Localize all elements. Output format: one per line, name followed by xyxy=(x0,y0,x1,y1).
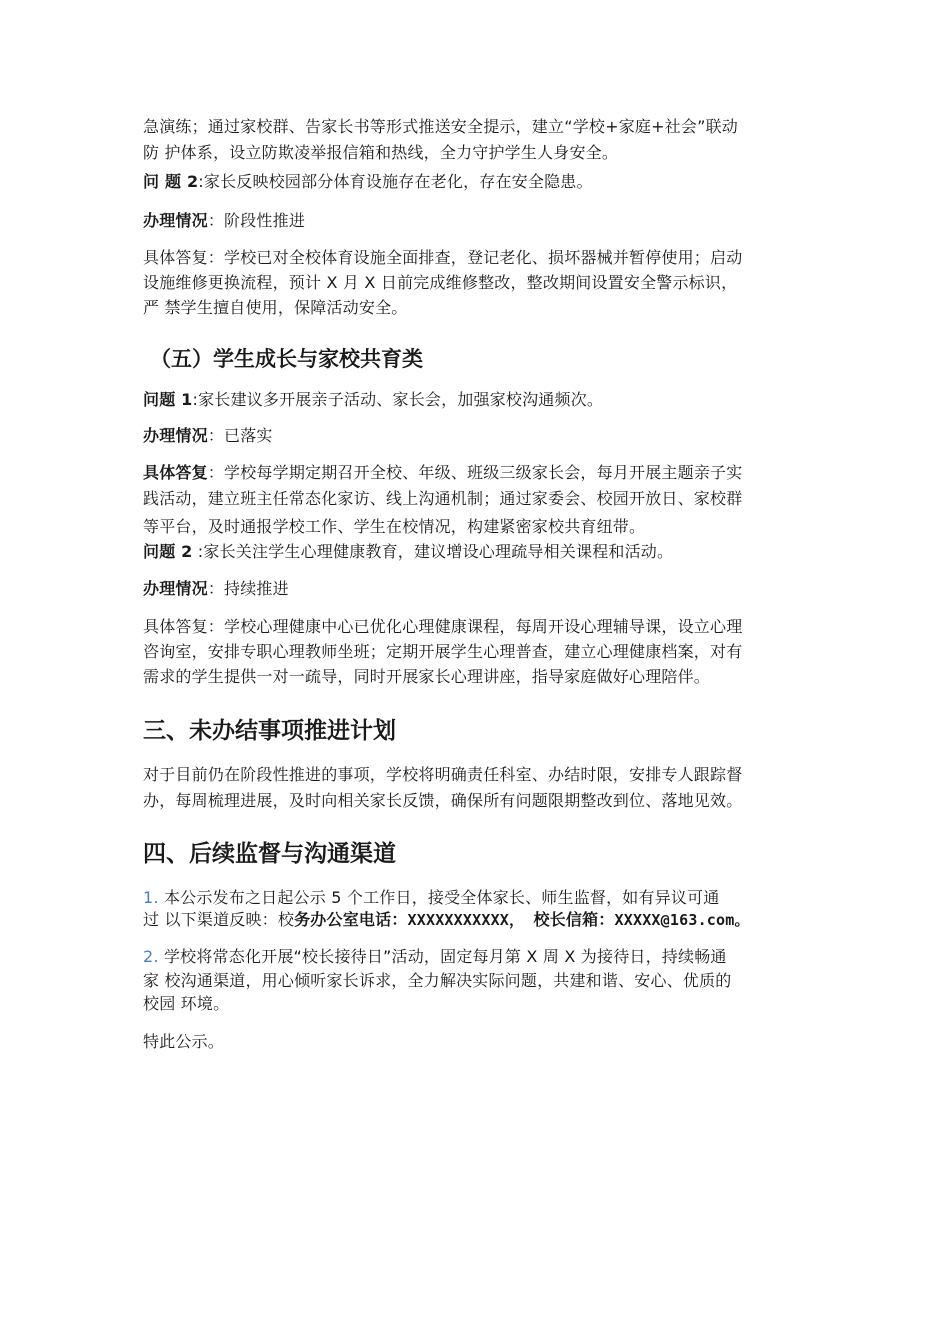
section-heading: （五）学生成长与家校共育类 xyxy=(150,347,423,371)
question-label: 问 题 2 xyxy=(143,172,199,191)
issue-status xyxy=(143,578,289,600)
issue-question xyxy=(143,171,593,193)
safety-paragraph-line: 防 护体系，设立防欺凌举报信箱和热线，全力守护学生人身安全。 xyxy=(143,143,619,162)
reply-line: 设施维修更换流程，预计 X 月 X 日前完成维修整改，整改期间设置安全警示标识， xyxy=(143,273,738,292)
status-text: ：阶段性推进 xyxy=(207,211,306,230)
reply-line: 咨询室，安排专职心理教师坐班；定期开展学生心理普查，建立心理健康档案，对有 xyxy=(143,642,743,661)
status-label: 办理情况 xyxy=(143,579,208,598)
reply-line: 具体答复：学校心理健康中心已优化心理健康课程，每周开设心理辅导课，设立心理 xyxy=(143,617,743,636)
reply-line: 等平台，及时通报学校工作、学生在校情况，构建紧密家校共育纽带。 xyxy=(143,517,646,536)
part-heading: 四、后续监督与沟通渠道 xyxy=(143,841,396,867)
question-text: :家长关注学生心理健康教育，建议增设心理疏导相关课程和活动。 xyxy=(192,542,674,561)
question-label: 问题 2 xyxy=(143,542,193,561)
reply-line xyxy=(143,462,742,484)
issue-status xyxy=(143,425,273,447)
status-label: 办理情况 xyxy=(143,426,208,445)
list-text: 过 以下渠道反映：校 xyxy=(143,910,295,929)
status-label: 办理情况 xyxy=(143,211,208,230)
issue-status xyxy=(143,210,305,232)
list-item xyxy=(143,887,720,909)
mailbox-label: 校长信箱： xyxy=(533,910,615,929)
phone-label: 务办公室电话： xyxy=(294,910,408,929)
list-number: 2. xyxy=(143,947,159,966)
reply-line: 严 禁学生擅自使用，保障活动安全。 xyxy=(143,298,408,317)
issue-question xyxy=(143,541,673,563)
list-item-line: 校园 环境。 xyxy=(143,994,230,1013)
issue-question xyxy=(143,389,603,411)
list-item-line: 家 校沟通渠道，用心倾听家长诉求，全力解决实际问题，共建和谐、安心、优质的 xyxy=(143,971,732,990)
status-text: ：已落实 xyxy=(207,426,273,445)
list-item-line xyxy=(143,909,750,931)
part-heading: 三、未办结事项推进计划 xyxy=(143,718,396,744)
list-item xyxy=(143,946,727,968)
plan-line: 对于目前仍在阶段性推进的事项，学校将明确责任科室、办结时限，安排专人跟踪督 xyxy=(143,765,743,784)
question-label: 问题 1 xyxy=(143,390,193,409)
list-text: 本公示发布之日起公示 5 个工作日，接受全体家长、师生监督，如有异议可通 xyxy=(158,888,720,907)
mailbox-address: XXXXX@163.com。 xyxy=(614,911,750,929)
list-number: 1. xyxy=(143,888,159,907)
phone-number: XXXXXXXXXXX， xyxy=(407,911,534,929)
reply-text: ：学校每学期定期召开全校、年级、班级三级家长会，每月开展主题亲子实 xyxy=(207,463,743,482)
question-text: :家长反映校园部分体育设施存在老化，存在安全隐患。 xyxy=(198,172,593,191)
plan-line: 办，每周梳理进展，及时向相关家长反馈，确保所有问题限期整改到位、落地见效。 xyxy=(143,791,743,810)
status-text: ：持续推进 xyxy=(207,579,289,598)
reply-line: 具体答复：学校已对全校体育设施全面排查，登记老化、损坏器械并暂停使用；启动 xyxy=(143,248,743,267)
safety-paragraph-line: 急演练；通过家校群、告家长书等形式推送安全提示，建立“学校+家庭+社会”联动 xyxy=(143,117,738,136)
reply-line: 践活动，建立班主任常态化家访、线上沟通机制；通过家委会、校园开放日、家校群 xyxy=(143,489,743,508)
reply-line: 需求的学生提供一对一疏导，同时开展家长心理讲座，指导家庭做好心理陪伴。 xyxy=(143,667,711,686)
list-text: 学校将常态化开展“校长接待日”活动，固定每月第 X 周 X 为接待日，持续畅通 xyxy=(158,947,727,966)
closing-text: 特此公示。 xyxy=(143,1032,225,1051)
question-text: :家长建议多开展亲子活动、家长会，加强家校沟通频次。 xyxy=(192,390,604,409)
reply-label: 具体答复 xyxy=(143,463,208,482)
